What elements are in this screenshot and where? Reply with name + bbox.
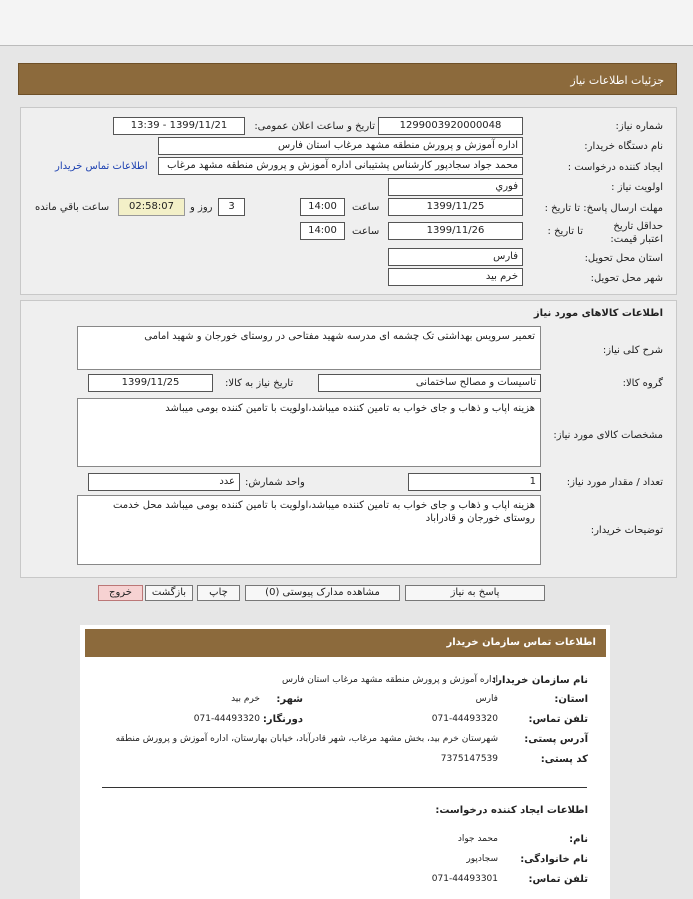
phone-value: 071-44493320 — [431, 714, 498, 724]
qty-label: تعداد / مقدار مورد نیاز: — [566, 477, 663, 488]
deadline-time-field[interactable]: 14:00 — [300, 198, 345, 216]
postal-value: 7375147539 — [440, 754, 498, 764]
priority-field[interactable]: فوري — [388, 178, 523, 196]
need-number-label: شماره نیاز: — [615, 121, 663, 132]
buyer-contact-link[interactable]: اطلاعات تماس خریدار — [55, 161, 148, 172]
org-label: نام سازمان خریدار: — [492, 675, 588, 686]
creator-field[interactable]: محمد جواد سجادپور کارشناس پشتیبانی اداره آموزش و پرورش منطقه مشهد مرغاب — [158, 157, 523, 175]
name-value: محمد جواد — [457, 834, 498, 844]
buyer-label: نام دستگاه خریدار: — [584, 141, 663, 152]
days-label: روز و — [190, 202, 213, 213]
top-bar — [0, 0, 693, 46]
city-label-2: شهر: — [276, 694, 303, 705]
group-field[interactable]: تاسیسات و مصالح ساختمانی — [318, 374, 541, 392]
need-date-field[interactable]: 1399/11/25 — [88, 374, 213, 392]
province-label-2: استان: — [554, 694, 588, 705]
city-label: شهر محل تحویل: — [590, 273, 663, 284]
family-label: نام خانوادگی: — [520, 854, 588, 865]
deadline-time-label: ساعت — [352, 202, 380, 213]
validity-label: حداقل تاریخ اعتبار قیمت: — [610, 221, 663, 245]
reply-button[interactable]: پاسخ به نیاز — [405, 585, 545, 601]
announce-field[interactable]: 1399/11/21 - 13:39 — [113, 117, 245, 135]
phone-label: تلفن تماس: — [528, 714, 588, 725]
print-button[interactable]: چاپ — [197, 585, 240, 601]
name-label: نام: — [569, 834, 588, 845]
family-value: سجادپور — [466, 854, 498, 864]
need-date-label: تاریخ نیاز به کالا: — [225, 378, 294, 389]
priority-label: اولویت نیاز : — [611, 182, 663, 193]
unit-label: واحد شمارش: — [245, 477, 305, 488]
province-field[interactable]: فارس — [388, 248, 523, 266]
validity-to-label: تا تاریخ : — [547, 226, 583, 237]
creator-info-title: اطلاعات ایجاد کننده درخواست: — [435, 805, 588, 816]
deadline-date-field[interactable]: 1399/11/25 — [388, 198, 523, 216]
postal-label: کد پستی: — [540, 754, 588, 765]
days-field[interactable]: 3 — [218, 198, 245, 216]
buyer-field[interactable]: اداره آموزش و پرورش منطقه مشهد مرغاب استان فارس — [158, 137, 523, 155]
creator-label: ایجاد کننده درخواست : — [567, 162, 663, 173]
fax-label: دورنگار: — [262, 714, 303, 725]
validity-time-label: ساعت — [352, 226, 380, 237]
creator-phone-value: 071-44493301 — [431, 874, 498, 884]
address-label: آدرس پستی: — [524, 734, 588, 745]
qty-field[interactable]: 1 — [408, 473, 541, 491]
fax-value: 071-44493320 — [193, 714, 260, 724]
contact-header: اطلاعات تماس سازمان خریدار — [85, 629, 606, 657]
notes-textarea[interactable]: هزینه اپاب و ذهاب و جای خواب به تامین کننده میباشد،اولویت با تامین کننده بومی میباشد محل خدمت روستای خورجان و قادراباد — [77, 495, 541, 565]
remaining-time-field: 02:58:07 — [118, 198, 185, 216]
creator-phone-label: تلفن تماس: — [528, 874, 588, 885]
validity-date-field[interactable]: 1399/11/26 — [388, 222, 523, 240]
org-value: اداره آموزش و پرورش منطقه مشهد مرغاب استان فارس — [282, 675, 498, 685]
province-value-2: فارس — [475, 694, 498, 704]
group-label: گروه کالا: — [622, 378, 663, 389]
spec-label: مشخصات کالای مورد نیاز: — [553, 430, 663, 441]
desc-label: شرح کلی نیاز: — [602, 345, 663, 356]
goods-title: اطلاعات کالاهای مورد نیاز — [533, 308, 663, 319]
need-number-field[interactable]: 1299003920000048 — [378, 117, 523, 135]
spec-textarea[interactable]: هزینه اپاب و ذهاب و جای خواب به تامین کننده میباشد،اولویت با تامین کننده بومی میباشد — [77, 398, 541, 467]
desc-textarea[interactable]: تعمیر سرویس بهداشتی تک چشمه ای مدرسه شهید مفتاحی در روستای خورجان و شهید امامی — [77, 326, 541, 370]
city-field[interactable]: خرم بید — [388, 268, 523, 286]
view-documents-button[interactable]: مشاهده مدارک پیوستی (0) — [245, 585, 400, 601]
exit-button[interactable]: خروج — [98, 585, 143, 601]
city-value-2: خرم بید — [231, 694, 260, 704]
unit-field[interactable]: عدد — [88, 473, 240, 491]
back-button[interactable]: بازگشت — [145, 585, 193, 601]
validity-time-field[interactable]: 14:00 — [300, 222, 345, 240]
address-value: شهرستان خرم بید، بخش مشهد مرغاب، شهر قادرآباد، خیابان بهارستان، اداره آموزش و پرورش منطقه — [115, 734, 498, 744]
announce-label: تاریخ و ساعت اعلان عمومی: — [254, 121, 375, 132]
divider — [102, 787, 587, 788]
remaining-label: ساعت باقي مانده — [35, 202, 110, 213]
province-label: استان محل تحویل: — [584, 253, 663, 264]
deadline-label: مهلت ارسال پاسخ: تا تاریخ : — [544, 203, 663, 214]
notes-label: توضیحات خریدار: — [590, 525, 663, 536]
page-header: جزئیات اطلاعات نیاز — [18, 63, 677, 95]
